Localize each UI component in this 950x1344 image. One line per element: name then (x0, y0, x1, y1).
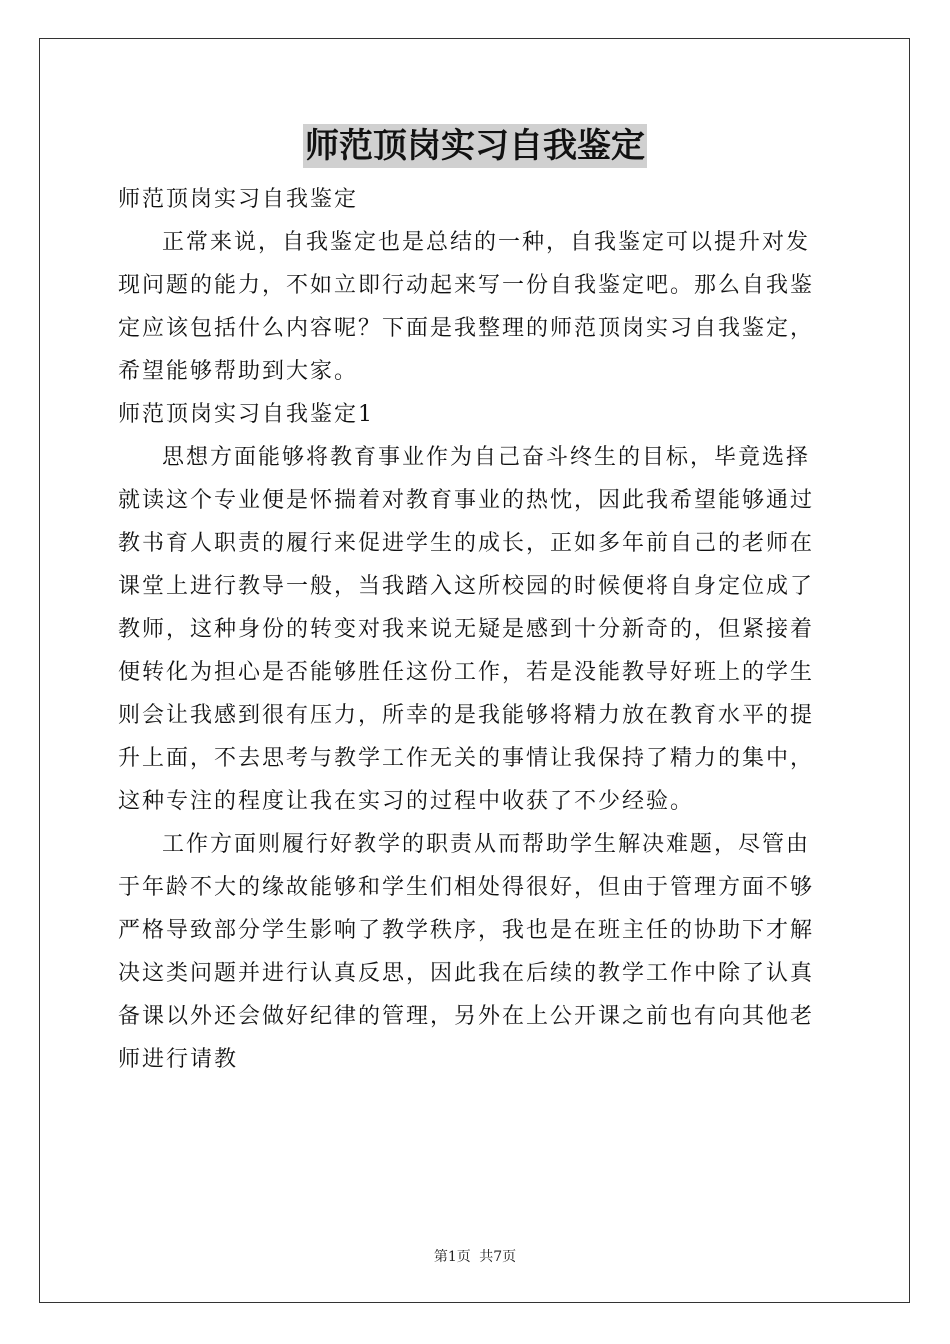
page-number: 第1页 (433, 1249, 471, 1265)
intro-paragraph: 正常来说，自我鉴定也是总结的一种，自我鉴定可以提升对发现问题的能力，不如立即行动起来写一份自我鉴定吧。那么自我鉴定应该包括什么内容呢？下面是我整理的师范顶岗实习自我鉴定，希望能够帮助到大家。 (118, 230, 815, 384)
section-paragraph: 思想方面能够将教育事业作为自己奋斗终生的目标，毕竟选择就读这个专业便是怀揣着对教育事业的热忱，因此我希望能够通过教书育人职责的履行来促进学生的成长，正如多年前自己的老师在课堂上进行教导一般，当我踏入这所校园的时候便将自身定位成了教师，这种身份的转变对我来说无疑是感到十分新奇的，但紧接着便转化为担心是否能够胜任这份工作，若是没能教导好班上的学生则会让我感到很有压力，所幸的是我能够将精力放在教育水平的提升上面，不去思考与教学工作无关的事情让我保持了精力的集中，这种专注的程度让我在实习的过程中收获了不少经验。 (118, 445, 815, 814)
page-footer (0, 1246, 950, 1266)
document-title: 师范顶岗实习自我鉴定 (305, 126, 645, 166)
section-paragraph: 工作方面则履行好教学的职责从而帮助学生解决难题，尽管由于年龄不大的缘故能够和学生们相处得很好，但由于管理方面不够严格导致部分学生影响了教学秩序，我也是在班主任的协助下才解决这类问题并进行认真反思，因此我在后续的教学工作中除了认真备课以外还会做好纪律的管理，另外在上公开课之前也有向其他老师进行请教 (118, 832, 815, 1072)
section-heading: 师范顶岗实习自我鉴定1 (118, 402, 374, 427)
document-subtitle: 师范顶岗实习自我鉴定 (118, 187, 359, 212)
page-total: 共7页 (479, 1249, 517, 1265)
title-wrap (0, 124, 950, 168)
document-body (118, 178, 832, 1081)
